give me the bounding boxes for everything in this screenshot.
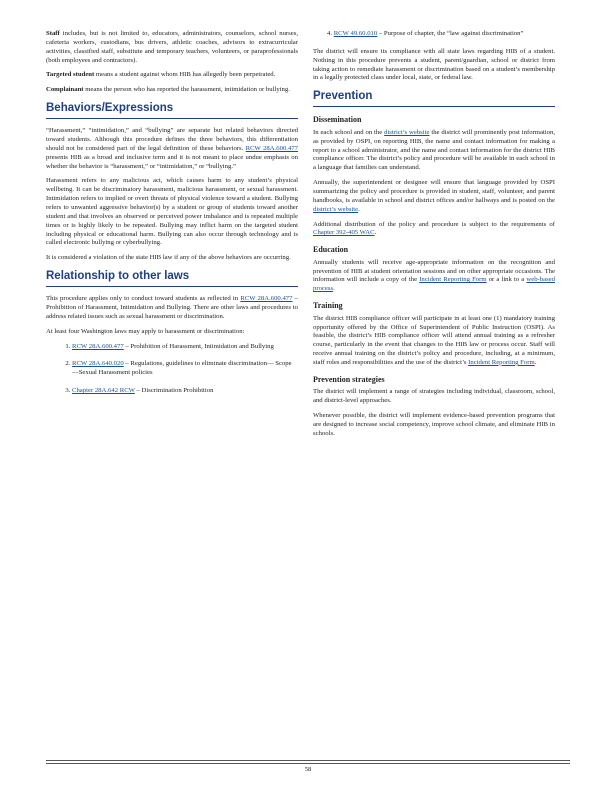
right-column [313,30,555,445]
footer-rule [46,760,570,761]
text: . [333,285,335,293]
web-based-process-link[interactable]: web-based process [313,276,555,293]
definition-staff [46,30,298,65]
relationship-paragraph-2: At least four Washington laws may apply to harassment or discrimination: [46,327,245,335]
wac-chapter-link[interactable]: Chapter 392-405 WAC [313,229,375,237]
prevention-strategies-heading: Prevention strategies [313,374,385,384]
education-heading: Education [313,245,349,255]
text: – Prohibition of Harassment, Intimidation and Bullying [123,342,274,350]
law-link[interactable]: RCW 28A.600.477 [72,342,124,350]
rcw-28a-600-477-link[interactable]: RCW 28A.600.477 [240,295,293,303]
definition-text: includes, but is not limited to, educators, administrators, counselors, school nurses, cafeteria workers, custodians, bus drivers, athletic coaches, advisors to extracurricular activities, classified staff, substitute and temporary teachers, volunteers, or paraprofessionals (both employees and contractors). [46,30,298,64]
text: In each school and on the [313,128,385,136]
district-website-link[interactable]: district’s website [313,205,359,213]
incident-reporting-form-link[interactable]: Incident Reporting Form [468,358,535,366]
strategies-paragraph-1: The district will implement a range of strategies including individual, classroom, school, and district-level approaches. [313,388,555,405]
text: . [358,205,360,213]
text: or a link to a [486,276,527,284]
rcw-28a-600-477-link[interactable]: RCW 28A.600.477 [245,144,298,152]
text: . [534,358,537,366]
page-number: 58 [304,766,312,773]
prevention-heading: Prevention [313,89,555,107]
law-link[interactable]: Chapter 28A.642 RCW [72,387,135,395]
text: Annually, the superintendent or designee will ensure that language provided by OSPI summarizing the policy and procedure is provided in student, staff, volunteer, and parent handbooks, is available in school and district offices and/or hallways and is posted on the [313,179,555,204]
dissemination-paragraph-1 [313,129,555,173]
definition-term: Staff [46,30,60,37]
dissemination-paragraph-3 [313,221,555,239]
text: The district HIB compliance officer will participate in at least one (1) mandatory training opportunity offered by the Office of Superintendent of Public Instruction (OSPI). As feasible, the district’s HIB compliance officer will attend annual training as a refresher course, particularly in the event that changes to the HIB law or process occur. Staff will receive annual training on the district’s policy and procedure, including, at a minimum, staff roles and responsibilities and the use of the district’s [313,314,555,366]
district-website-link[interactable]: district’s website [384,128,430,136]
laws-list [46,343,298,396]
text: “Harassment,” “intimidation,” and “bullying” are separate but related behaviors directed toward students. Although this procedure defines the three behaviors, this differentiation should not be considered part of the legal definition of these behaviors. [46,127,298,152]
behaviors-paragraph-1 [46,127,298,171]
relationship-paragraph-1 [46,295,298,322]
list-item [327,30,555,39]
training-paragraph [313,315,555,368]
text: This procedure applies only to conduct toward students as reflected in [46,295,241,303]
behaviors-paragraph-2: Harassment refers to any malicious act, which causes harm to any student’s physical wellbeing. It can be discriminatory harassment, malicious harassment, or sexual harassment. Intimidation refers to implied or overt threats of physical violence toward a student. Bullying refers to unwanted aggressive behavior(s) by a student or group of students toward another student and that involves an observed or perceived power imbalance and is repeated multiple times or is highly likely to be repeated. Bullying may inflict harm on the targeted student including physical or educational harm. Bullying can also occur through technology and is called electronic bullying or cyberbullying. [46,177,298,247]
text: – Purpose of chapter, the “law against discrimination” [377,30,524,37]
text: – Regulations, guidelines to eliminate discrimination— Scope—Sexual Harassment policies [72,360,292,377]
text: . [374,229,377,237]
laws-list-continued [313,30,555,39]
list-item [72,343,298,352]
definition-term: Complainant [46,86,84,94]
education-paragraph [313,259,555,294]
list-item [72,360,298,378]
incident-reporting-form-link[interactable]: Incident Reporting Form [419,276,487,284]
text: – Discrimination Prohibition [134,387,214,395]
left-column [46,30,298,405]
text: presents HIB as a broad and inclusive term and it is not meant to place undue emphasis on whether the behavior is “harassment,” or “intimidation,” or “bullying.” [46,153,298,170]
compliance-paragraph: The district will ensure its compliance with all state laws regarding HIB of a student. Nothing in this procedure prevents a student, parent/guardian, school or district from taking action to remediate harassment or discrimination based on a student’s membership in a legally protected class under local, state, or federal law. [313,47,555,82]
relationship-heading: Relationship to other laws [46,269,298,287]
text: the district will prominently post information, as provided by OSPI, on reporting HIB, the name and contact information for making a report to a school administrator, and the name and contact information for the district HIB compliance officer. The district’s policy and procedure will be available in each school in a language that families can understand. [313,128,556,172]
list-item [72,387,298,396]
behaviors-paragraph-3: It is considered a violation of the state HIB law if any of the above behaviors are occurring. [46,254,291,262]
text: – Prohibition of Harassment, Intimidation and Bullying. There are other laws and procedures to address related issues such as sexual harassment or discrimination. [46,295,298,320]
definition-text: means a student against whom HIB has allegedly been perpetrated. [94,71,276,79]
strategies-paragraph-2: Whenever possible, the district will implement evidence-based prevention programs that are designed to increase social competency, improve school climate, and eliminate HIB in schools. [313,411,555,437]
text: Annually students will receive age-appropriate information on the recognition and prevention of HIB at student orientation sessions and on other appropriate occasions. The information will include a copy of the [313,258,555,284]
law-link[interactable]: RCW 49.60.010 [333,30,378,37]
footer-rule [46,763,570,764]
text: Additional distribution of the policy and procedure is subject to the requirements of [313,220,555,228]
behaviors-heading: Behaviors/Expressions [46,101,298,119]
definition-term: Targeted student [46,71,95,79]
definition-text: means the person who has reported the harassment, intimidation or bullying. [83,86,290,94]
training-heading: Training [313,301,343,311]
definition-targeted-student [46,71,298,80]
dissemination-paragraph-2 [313,179,555,214]
list-number: 4. [327,30,333,37]
dissemination-heading: Dissemination [313,115,362,125]
law-link[interactable]: RCW 28A.640.020 [72,360,124,368]
definition-complainant [46,86,298,95]
